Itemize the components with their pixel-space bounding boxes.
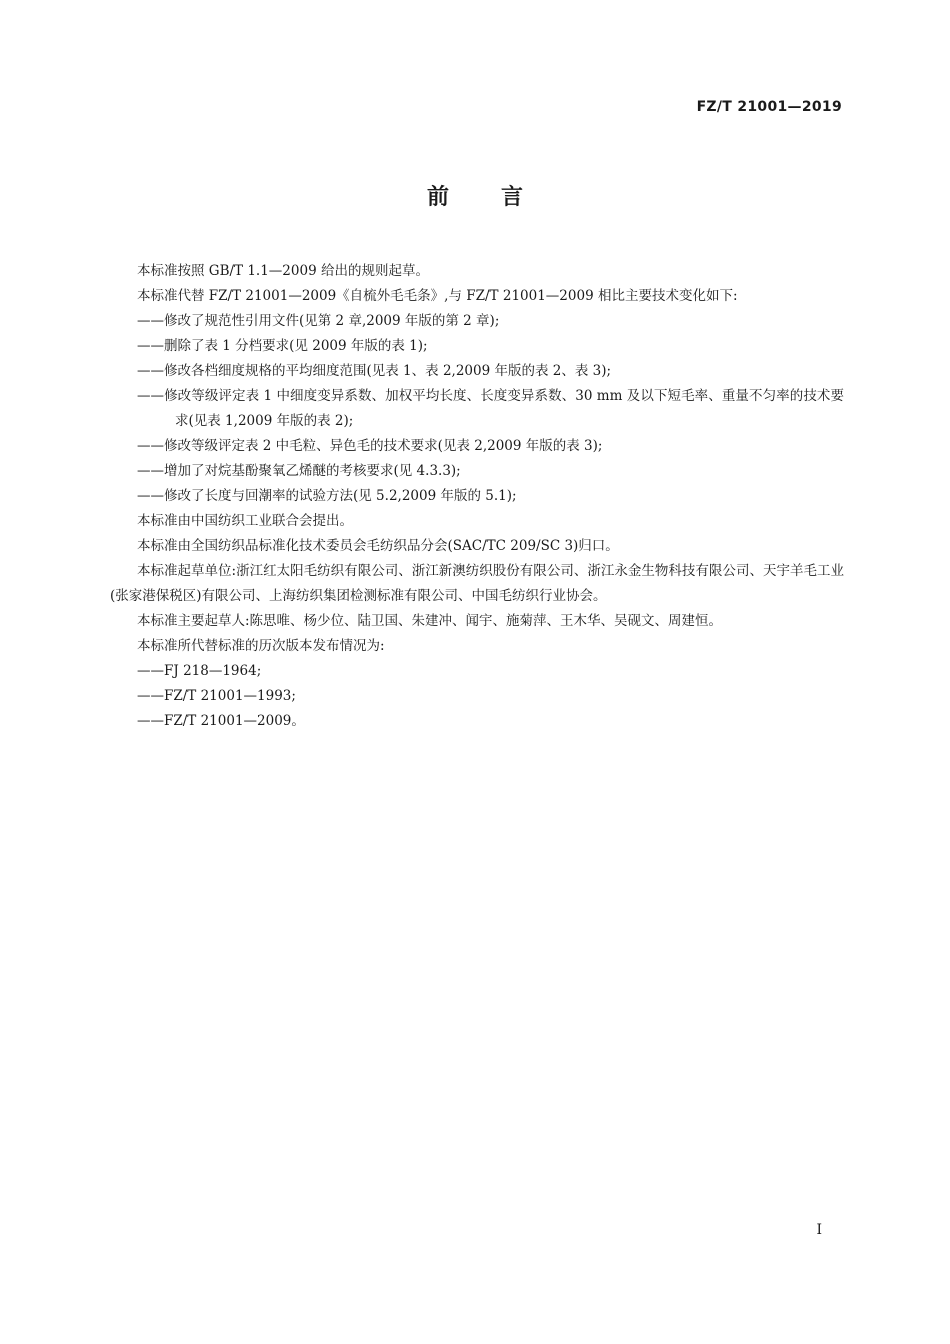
page-title: 前言 [426, 185, 575, 210]
paragraph-history-intro: 本标准所代替标准的历次版本发布情况为: [137, 638, 385, 654]
standard-code: FZ/T 21001—2019 [696, 99, 842, 115]
paragraph-drafters: 本标准主要起草人:陈思唯、杨少位、陆卫国、朱建冲、闻宇、施菊萍、王木华、吴砚文、周建恒。 [137, 613, 723, 629]
paragraph-proposer: 本标准由中国纺织工业联合会提出。 [137, 513, 353, 529]
page-number: I [816, 1222, 822, 1238]
change-item-test-method: ——修改了长度与回潮率的试验方法(见 5.2,2009 年版的 5.1); [137, 488, 517, 504]
change-item-fineness-range: ——修改各档细度规格的平均细度范围(见表 1、表 2,2009 年版的表 2、表 3); [137, 363, 612, 379]
change-item-delete-table: ——删除了表 1 分档要求(见 2009 年版的表 1); [137, 338, 428, 354]
history-item-1993: ——FZ/T 21001—1993; [137, 688, 296, 704]
foreword-body [110, 259, 844, 734]
change-item-references: ——修改了规范性引用文件(见第 2 章,2009 年版的第 2 章); [137, 313, 500, 329]
change-item-grading-table2: ——修改等级评定表 2 中毛粒、异色毛的技术要求(见表 2,2009 年版的表 3); [137, 438, 603, 454]
paragraph-drafting-rules: 本标准按照 GB/T 1.1—2009 给出的规则起草。 [137, 263, 429, 279]
paragraph-committee: 本标准由全国纺织品标准化技术委员会毛纺织品分会(SAC/TC 209/SC 3)归口。 [137, 538, 619, 554]
history-item-2009: ——FZ/T 21001—2009。 [137, 713, 305, 729]
change-item-apeo: ——增加了对烷基酚聚氧乙烯醚的考核要求(见 4.3.3); [137, 463, 461, 479]
paragraph-drafting-units: 本标准起草单位:浙江红太阳毛纺织有限公司、浙江新澳纺织股份有限公司、浙江永金生物科技有限公司、天宇羊毛工业(张家港保税区)有限公司、上海纺织集团检测标准有限公司、中国毛纺织行业协会。 [110, 563, 844, 604]
change-item-grading-table1: ——修改等级评定表 1 中细度变异系数、加权平均长度、长度变异系数、30 mm 及以下短毛率、重量不匀率的技术要求(见表 1,2009 年版的表 2); [137, 388, 844, 429]
history-item-1964: ——FJ 218—1964; [137, 663, 262, 679]
paragraph-replacement: 本标准代替 FZ/T 21001—2009《自梳外毛毛条》,与 FZ/T 21001—2009 相比主要技术变化如下: [137, 288, 738, 304]
